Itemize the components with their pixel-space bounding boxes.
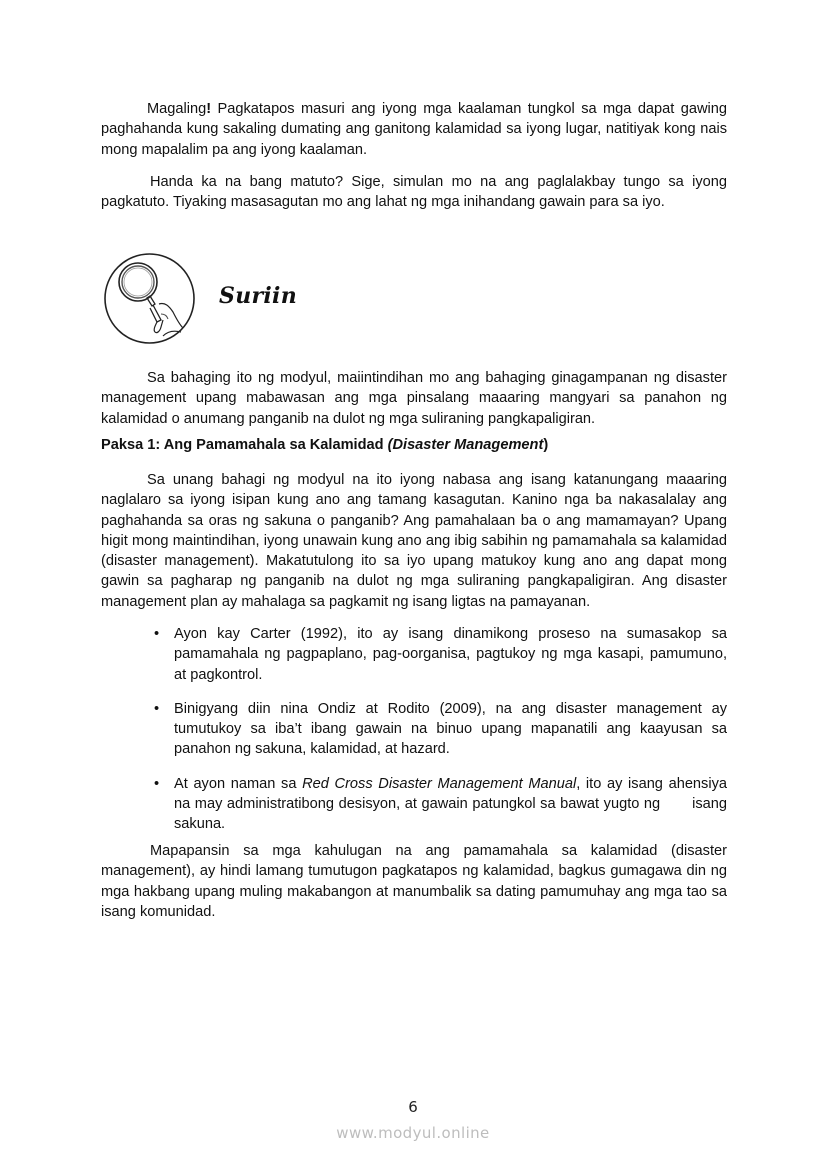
bullet-icon: • xyxy=(154,626,160,642)
intro-paragraph-2: Handa ka na bang matuto? Sige, simulan mo na ang paglalakbay tungo sa iyong pagkatuto. Tiyaking masasagutan mo ang lahat ng mga inihandang gawain para sa iyo. xyxy=(101,174,727,211)
topic-heading-close: ) xyxy=(543,437,549,453)
topic-heading-main: Paksa 1: Ang Pamamahala sa Kalamidad xyxy=(101,437,388,453)
list-item xyxy=(148,624,727,685)
topic-heading-italic: (Disaster Management xyxy=(387,437,544,453)
watermark: www.modyul.online xyxy=(336,1124,490,1142)
topic-paragraph: Sa unang bahagi ng modyul na ito iyong nabasa ang isang katanungang maaaring naglalaro sa iyong isipan kung ano ang tamang kasagutan. Kanino nga ba nakasalalay ang paghahanda sa oras ng sakuna o panganib? Ang pamahalaan ba o ang mamamayan? Upang higit mong maintindihan, iyong unawain kung ano ang ibig sabihin ng pamamahala sa kalamidad (disaster management). Makatutulong ito sa iyo upang matukoy kung ano ang dapat mong gawin sa pagharap ng panganib na dulot ng mga suliraning pangkapaligiran. Ang disaster management plan ay mahalaga sa pagkamit ng isang ligtas na pamayanan. xyxy=(101,472,727,610)
bullet-icon: • xyxy=(154,700,160,717)
list-item-text-pre: At ayon naman sa xyxy=(174,775,303,792)
list-item xyxy=(148,774,732,835)
closing-paragraph: Mapapansin sa mga kahulugan na ang pamamahala sa kalamidad (disaster management), ay hindi lamang tumutugon pagkatapos ng kalamidad, bagkus gumagawa din ng mga hakbang upang muling makabangon at manumbalik sa dating pamumuhay ang mga tao sa isang komunidad. xyxy=(101,843,727,920)
list-item xyxy=(148,699,727,760)
list-item-text-post: , ito ay isang ahensiya na may administratibong desisyon, at gawain patungkol sa bawat yugto ng isang sakuna. xyxy=(174,775,732,833)
list-item-text: Ayon kay Carter (1992), ito ay isang dinamikong proseso na sumasakop sa pamamahala ng pagpaplano, pag-oorganisa, pagtukoy ng mga kasapi, pamumuno, at pagkontrol. xyxy=(174,626,727,683)
magnifying-glass-icon xyxy=(103,252,196,345)
intro-paragraph-1-text: Pagkatapos masuri ang iyong mga kaalaman tungkol sa mga dapat gawing paghahanda kung sakaling dumating ang ganitong kalamidad sa iyong lugar, natitiyak kong nais mong mapalalim pa ang iyong kaalaman. xyxy=(101,101,727,158)
bullet-icon: • xyxy=(154,775,160,792)
topic-heading xyxy=(101,437,548,453)
manual-title: Red Cross Disaster Management Manual xyxy=(302,775,577,792)
intro-paragraph-1 xyxy=(101,99,727,160)
list-item-text: Binigyang diin nina Ondiz at Rodito (2009), na ang disaster management ay tumutukoy sa iba’t ibang gawain na binuo upang mapanatili ang kaayusan sa panahon ng sakuna, kalamidad, at hazard. xyxy=(174,700,727,758)
intro-lead-word: Magaling xyxy=(147,101,207,117)
page-number: 6 xyxy=(408,1098,418,1116)
intro-exclamation: ! xyxy=(206,101,212,117)
section-title: Suriin xyxy=(219,283,297,309)
definition-list xyxy=(148,624,732,849)
section-intro-paragraph: Sa bahaging ito ng modyul, maiintindihan mo ang bahaging ginagampanan ng disaster management upang mabawasan ang mga pinsalang maaaring mangyari sa panahon ng kalamidad o anumang panganib na dulot ng mga suliraning pangkapaligiran. xyxy=(101,370,727,427)
magnifying-glass-icon-svg xyxy=(103,252,196,345)
